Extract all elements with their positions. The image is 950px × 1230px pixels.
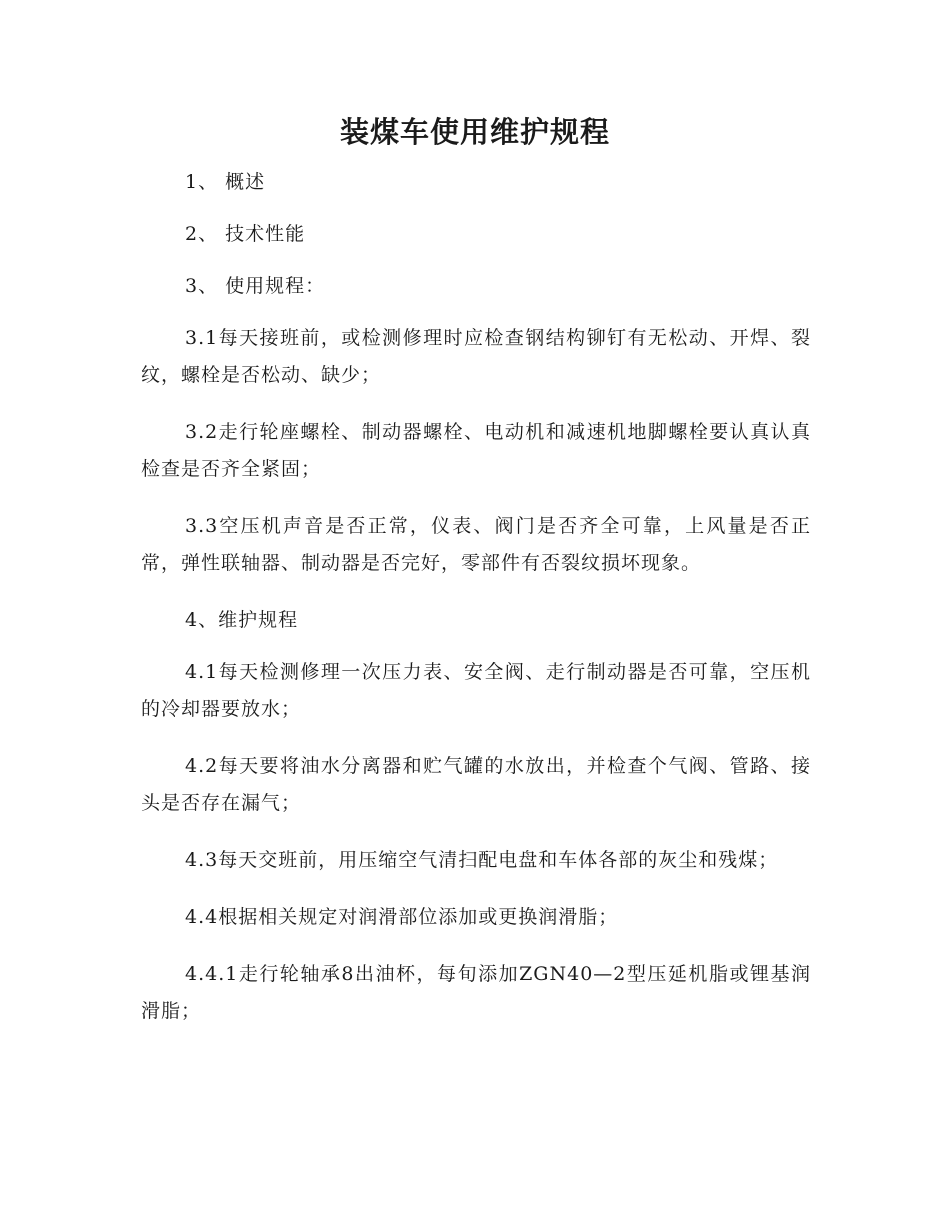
paragraph-4-2: 4.2每天要将油水分离器和贮气罐的水放出，并检查个气阀、管路、接头是否存在漏气； [141, 755, 811, 814]
paragraph-4-1: 4.1每天检测修理一次压力表、安全阀、走行制动器是否可靠，空压机的冷却器要放水； [141, 661, 811, 720]
paragraph-3-1: 3.1每天接班前，或检测修理时应检查钢结构铆钉有无松动、开焊、裂纹，螺栓是否松动、缺少； [141, 327, 811, 386]
section-usage-rules: 3、 使用规程： [185, 275, 326, 297]
paragraph-3-2: 3.2走行轮座螺栓、制动器螺栓、电动机和减速机地脚螺栓要认真认真检查是否齐全紧固； [141, 421, 811, 480]
section-technical-performance: 2、 技术性能 [185, 223, 306, 245]
section-overview: 1、 概述 [185, 171, 266, 193]
paragraph-4-4: 4.4根据相关规定对润滑部位添加或更换润滑脂； [185, 906, 619, 928]
document-title: 装煤车使用维护规程 [339, 115, 610, 149]
paragraph-4-4-1: 4.4.1走行轮轴承8出油杯，每旬添加ZGN40—2型压延机脂或锂基润滑脂； [141, 963, 811, 1022]
document-body [141, 164, 811, 1050]
paragraph-3-3: 3.3空压机声音是否正常，仪表、阀门是否齐全可靠，上风量是否正常，弹性联轴器、制动器是否完好，零部件有否裂纹损坏现象。 [141, 515, 811, 574]
section-maintenance-rules: 4、维护规程 [185, 609, 299, 631]
paragraph-4-3: 4.3每天交班前，用压缩空气清扫配电盘和车体各部的灰尘和残煤； [185, 849, 779, 871]
